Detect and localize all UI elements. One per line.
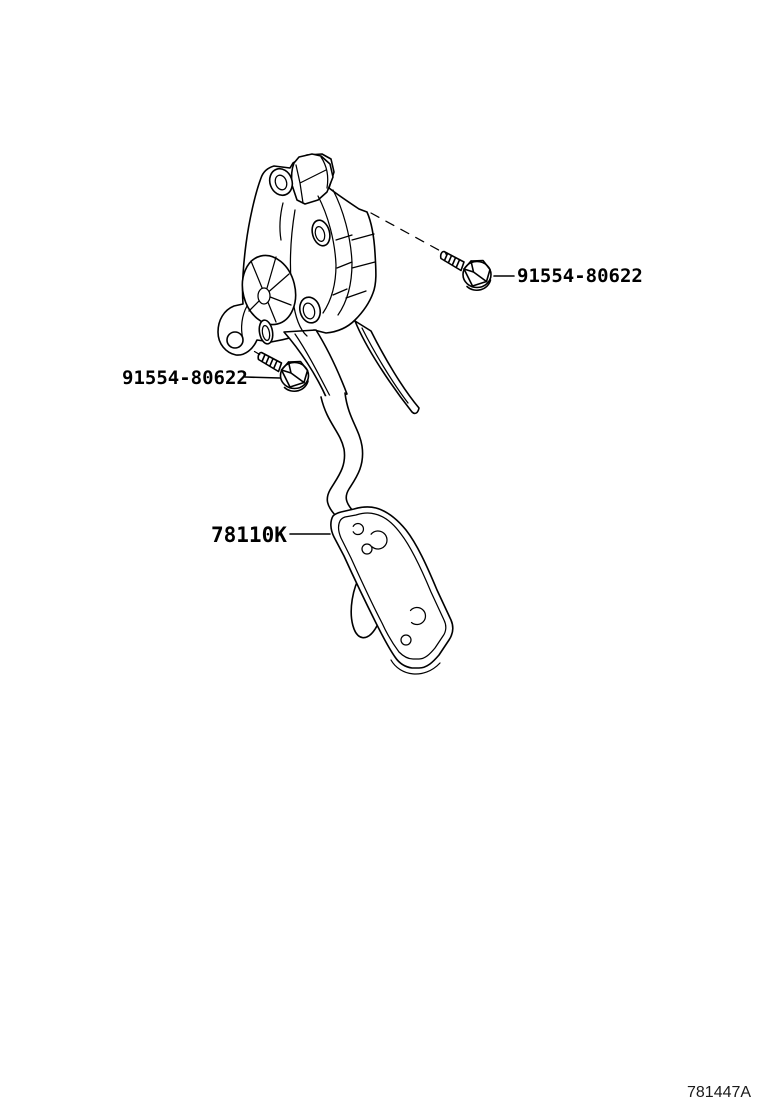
part-number-label-bolt-upper[interactable]: 91554-80622 [517,265,643,287]
part-number-label-bolt-lower[interactable]: 91554-80622 [122,367,248,389]
leader-line-bolt-lower [245,377,280,378]
alignment-dashed-line-upper [371,213,446,254]
part-number-label-pedal-assembly[interactable]: 78110K [211,523,287,547]
pedal-arm-drawing [321,393,363,515]
bracket-bolt-hole [227,332,243,348]
pedal-pad-drawing [331,507,453,674]
stopper-arm [355,321,419,413]
pedal-pad-outline [331,507,453,668]
pedal-sensor-assembly-drawing [218,154,446,413]
figure-code: 781447A [687,1084,752,1101]
flange-bolt-upper [441,252,491,291]
flange-bolt-lower [258,353,308,392]
